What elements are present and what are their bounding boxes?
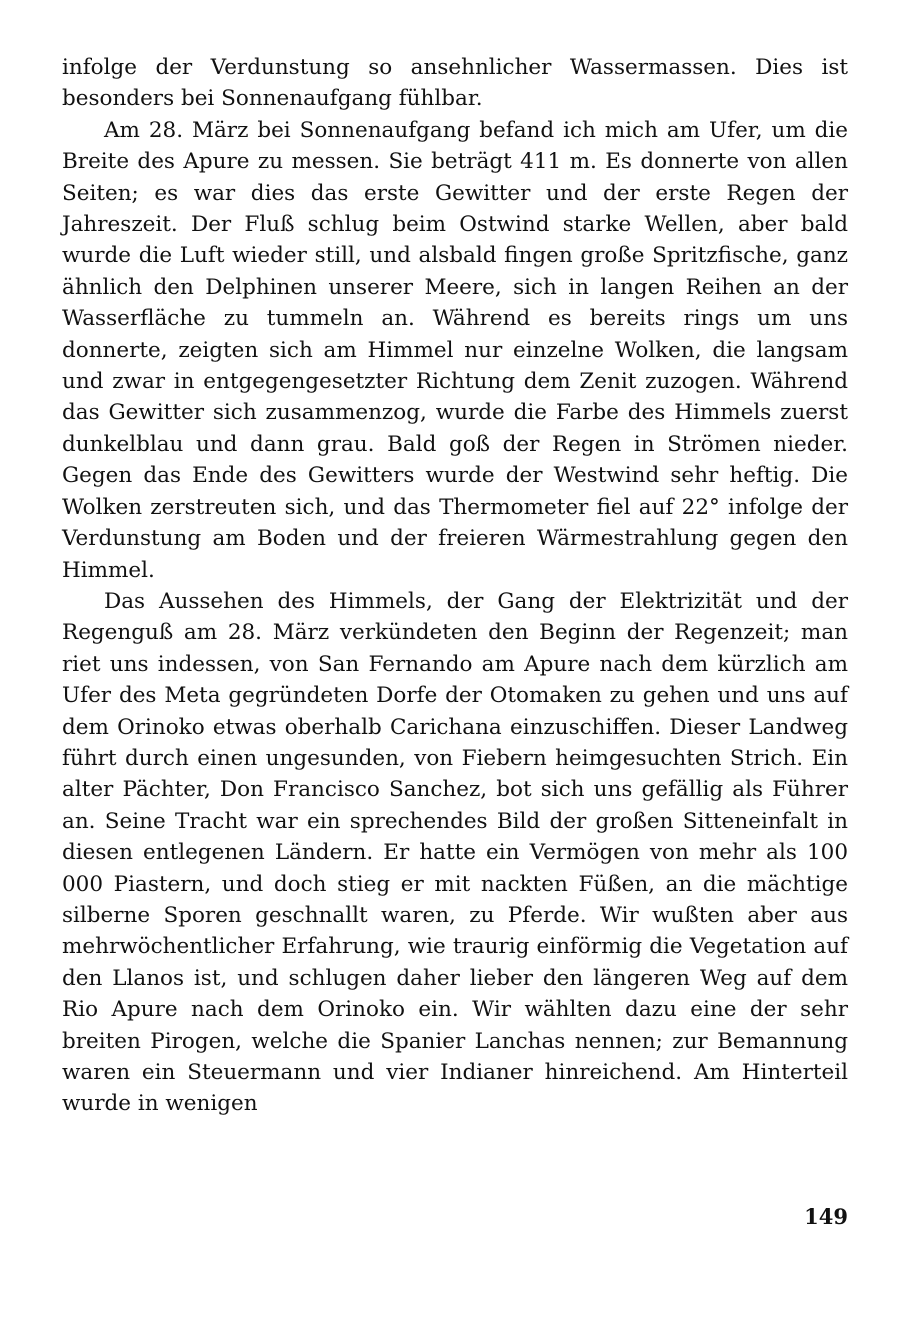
paragraph-thunderstorm: Am 28. März bei Sonnenaufgang befand ich mich am Ufer, um die Breite des Apure zu messen. Sie beträgt 411 m. Es donnerte von allen Seiten; es war dies das erste Gewitter und der erste Regen der Jahreszeit. Der Fluß schlug beim Ostwind starke Wellen, aber bald wurde die Luft wieder still, und alsbald fingen große Spritzfische, ganz ähnlich den Delphinen unserer Meere, sich in langen Reihen an der Wasserfläche zu tummeln an. Während es bereits rings um uns donnerte, zeigten sich am Himmel nur einzelne Wolken, die langsam und zwar in entgegengesetzter Richtung dem Zenit zuzogen. Während das Gewitter sich zusammenzog, wurde die Farbe des Himmels zuerst dunkelblau und dann grau. Bald goß der Regen in Strömen nieder. Gegen das Ende des Gewitters wurde der Westwind sehr heftig. Die Wolken zerstreuten sich, und das Thermometer fiel auf 22° infolge der Verdunstung am Boden und der freieren Wärmestrahlung gegen den Himmel.: [62, 117, 848, 583]
paragraph-continuation: infolge der Verdunstung so ansehnlicher Wassermassen. Dies ist besonders bei Sonnenaufgang fühlbar.: [62, 55, 848, 112]
paragraph-rainy-season: Das Aussehen des Himmels, der Gang der Elektrizität und der Regenguß am 28. März verkündeten den Beginn der Regenzeit; man riet uns indessen, von San Fernando am Apure nach dem kürzlich am Ufer des Meta gegründeten Dorfe der Otomaken zu gehen und uns auf dem Orinoko etwas oberhalb Carichana einzuschiffen. Dieser Landweg führt durch einen ungesunden, von Fiebern heimgesuchten Strich. Ein alter Pächter, Don Francisco Sanchez, bot sich uns gefällig als Führer an. Seine Tracht war ein sprechendes Bild der großen Sitteneinfalt in diesen entlegenen Ländern. Er hatte ein Vermögen von mehr als 100 000 Piastern, und doch stieg er mit nackten Füßen, an die mächtige silberne Sporen geschnallt waren, zu Pferde. Wir wußten aber aus mehrwöchentlicher Erfahrung, wie traurig einförmig die Vegetation auf den Llanos ist, und schlugen daher lieber den längeren Weg auf dem Rio Apure nach dem Orinoko ein. Wir wählten dazu eine der sehr breiten Pirogen, welche die Spanier Lanchas nennen; zur Bemannung waren ein Steuermann und vier Indianer hinreichend. Am Hinterteil wurde in wenigen: [62, 588, 848, 1117]
page-number: 149: [804, 1204, 848, 1229]
book-page-body: [62, 52, 848, 1120]
